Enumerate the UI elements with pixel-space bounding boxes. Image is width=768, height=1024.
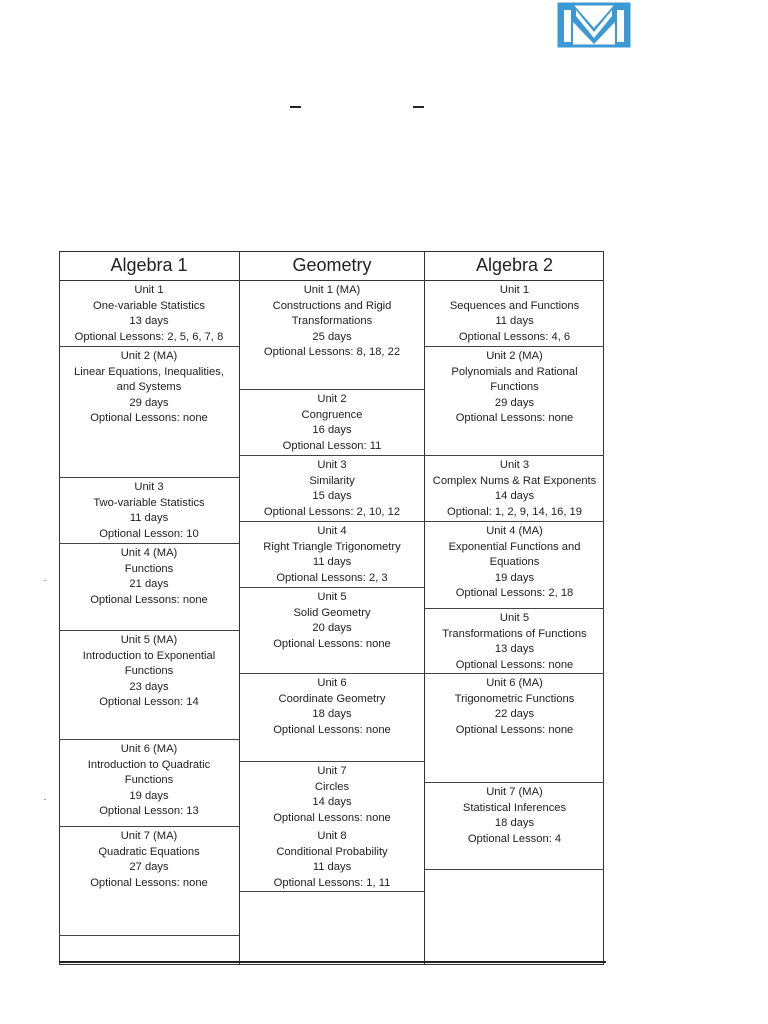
m-logo-icon (557, 2, 631, 48)
unit-title: One-variable Statistics (93, 299, 205, 312)
algebra2-unit-2 (425, 347, 604, 427)
unit-optional-lessons: Optional Lesson: 10 (99, 527, 199, 540)
algebra1-unit-6 (59, 740, 239, 820)
row-divider (425, 869, 604, 870)
unit-number: Unit 3 (499, 459, 530, 471)
unit-title: Right Triangle Trigonometry (263, 540, 401, 553)
row-divider (59, 935, 239, 936)
unit-number: Unit 7 (MA) (486, 786, 543, 798)
algebra2-unit-6 (425, 674, 604, 738)
unit-days: 11 days (312, 861, 352, 874)
geometry-unit-2 (240, 390, 424, 454)
unit-optional-lessons: Optional Lessons: none (90, 412, 208, 425)
algebra2-unit-7 (425, 783, 604, 847)
unit-optional-lessons: Optional Lessons: none (273, 723, 391, 736)
unit-title: Trigonometric Functions (454, 692, 575, 705)
unit-optional-lessons: Optional Lesson: 14 (99, 696, 199, 709)
unit-optional-lessons: Optional Lessons: 2, 5, 6, 7, 8 (74, 330, 224, 343)
unit-days: 25 days (312, 330, 352, 343)
unit-optional-lessons: Optional Lesson: 4 (467, 832, 562, 845)
unit-title: Polynomials and Rational Functions (451, 365, 578, 394)
unit-optional-lessons: Optional Lessons: none (273, 811, 391, 824)
geometry-unit-4 (240, 522, 424, 586)
unit-number: Unit 4 (317, 525, 347, 537)
unit-number: Unit 6 (317, 677, 347, 689)
unit-number: Unit 2 (MA) (120, 350, 178, 362)
unit-days: 14 days (494, 490, 535, 503)
unit-title: Functions (124, 562, 174, 575)
unit-optional-lessons: Optional Lessons: none (273, 637, 391, 650)
unit-optional-lessons: Optional Lessons: none (455, 412, 574, 425)
unit-optional-lessons: Optional Lessons: none (455, 723, 574, 736)
unit-optional-lessons: Optional Lessons: 2, 3 (276, 571, 388, 584)
unit-number: Unit 8 (317, 830, 347, 842)
unit-optional-lessons: Optional Lessons: none (455, 658, 574, 671)
unit-optional-lessons: Optional Lesson: 13 (99, 805, 199, 818)
algebra1-unit-2 (59, 347, 239, 427)
unit-number: Unit 1 (499, 284, 530, 296)
unit-number: Unit 3 (134, 481, 164, 493)
unit-days: 29 days (494, 396, 535, 409)
unit-number: Unit 1 (134, 284, 164, 296)
unit-optional-lessons: Optional Lessons: 2, 10, 12 (263, 505, 401, 518)
unit-days: 20 days (312, 622, 352, 635)
unit-days: 11 days (312, 556, 352, 569)
unit-title: Coordinate Geometry (278, 692, 386, 705)
unit-title: Similarity (309, 474, 355, 487)
table-bottom-rule (59, 961, 606, 963)
unit-optional-lessons: Optional Lessons: none (90, 876, 208, 889)
unit-days: 16 days (312, 424, 352, 437)
geometry-unit-3 (240, 456, 424, 520)
algebra2-unit-3 (425, 456, 604, 520)
algebra1-unit-3 (59, 478, 239, 542)
unit-days: 23 days (129, 680, 169, 693)
unit-number: Unit 1 (MA) (303, 284, 361, 296)
geometry-unit-7 (240, 762, 424, 826)
margin-mark (44, 799, 46, 800)
algebra1-unit-4 (59, 544, 239, 608)
unit-number: Unit 7 (MA) (120, 830, 178, 842)
unit-title: Quadratic Equations (98, 845, 200, 858)
algebra1-unit-1 (59, 281, 239, 345)
unit-days: 13 days (494, 643, 535, 656)
unit-number: Unit 7 (317, 765, 347, 777)
unit-number: Unit 4 (MA) (120, 547, 178, 559)
algebra1-unit-7 (59, 827, 239, 891)
header-algebra-1: Algebra 1 (110, 255, 188, 275)
unit-number: Unit 4 (MA) (486, 525, 543, 537)
unit-title: Circles (314, 780, 350, 793)
unit-days: 18 days (494, 817, 535, 830)
unit-optional-lessons: Optional Lessons: none (90, 593, 208, 606)
unit-days: 18 days (312, 708, 352, 721)
unit-title: Complex Nums & Rat Exponents (432, 474, 597, 487)
unit-title: Conditional Probability (276, 845, 388, 858)
unit-title: Solid Geometry (293, 606, 371, 619)
unit-title: Constructions and Rigid Transformations (272, 299, 392, 328)
unit-title: Exponential Functions and Equations (448, 540, 581, 569)
unit-number: Unit 6 (MA) (120, 743, 178, 755)
unit-title: Congruence (301, 408, 363, 421)
course-pacing-table (59, 251, 604, 965)
unit-number: Unit 5 (317, 591, 347, 603)
unit-number: Unit 3 (317, 459, 347, 471)
unit-days: 14 days (312, 796, 352, 809)
unit-optional-lessons: Optional Lessons: 1, 11 (273, 876, 391, 889)
unit-days: 11 days (129, 512, 169, 525)
unit-optional-lessons: Optional Lessons: 4, 6 (458, 330, 571, 343)
unit-days: 29 days (129, 396, 169, 409)
algebra1-unit-5 (59, 631, 239, 711)
unit-days: 19 days (494, 571, 535, 584)
unit-days: 27 days (129, 861, 169, 874)
algebra2-unit-5 (425, 609, 604, 673)
geometry-unit-6 (240, 674, 424, 738)
unit-days: 21 days (129, 578, 169, 591)
margin-mark (44, 580, 46, 581)
geometry-unit-5 (240, 588, 424, 652)
unit-number: Unit 5 (MA) (120, 634, 178, 646)
unit-optional-lessons: Optional Lesson: 11 (282, 439, 382, 452)
unit-title: Transformations of Functions (442, 627, 587, 640)
algebra2-unit-4 (425, 522, 604, 602)
unit-number: Unit 2 (317, 393, 347, 405)
unit-days: 13 days (129, 315, 169, 328)
unit-title: Introduction to Quadratic Functions (87, 758, 211, 787)
unit-days: 22 days (494, 708, 535, 721)
unit-number: Unit 6 (MA) (486, 677, 543, 689)
unit-number: Unit 2 (MA) (486, 350, 543, 362)
unit-number: Unit 5 (499, 612, 530, 624)
algebra2-unit-1 (425, 281, 604, 345)
unit-optional-lessons: Optional Lessons: 8, 18, 22 (263, 346, 401, 359)
unit-title: Sequences and Functions (449, 299, 580, 312)
title-dash-right (413, 106, 424, 108)
unit-days: 11 days (495, 315, 534, 328)
unit-optional-lessons: Optional Lessons: 2, 18 (455, 587, 574, 600)
unit-days: 15 days (312, 490, 352, 503)
title-dash-left (290, 106, 301, 108)
header-geometry: Geometry (292, 255, 372, 275)
geometry-unit-1 (240, 281, 424, 361)
unit-title: Introduction to Exponential Functions (82, 649, 216, 678)
unit-title: Two-variable Statistics (93, 496, 205, 509)
unit-days: 19 days (129, 789, 169, 802)
unit-title: Linear Equations, Inequalities, and Systems (74, 365, 224, 394)
unit-title: Statistical Inferences (462, 801, 567, 814)
geometry-unit-8 (240, 827, 424, 891)
unit-optional-lessons: Optional: 1, 2, 9, 14, 16, 19 (447, 505, 582, 518)
header-algebra-2: Algebra 2 (475, 255, 554, 275)
